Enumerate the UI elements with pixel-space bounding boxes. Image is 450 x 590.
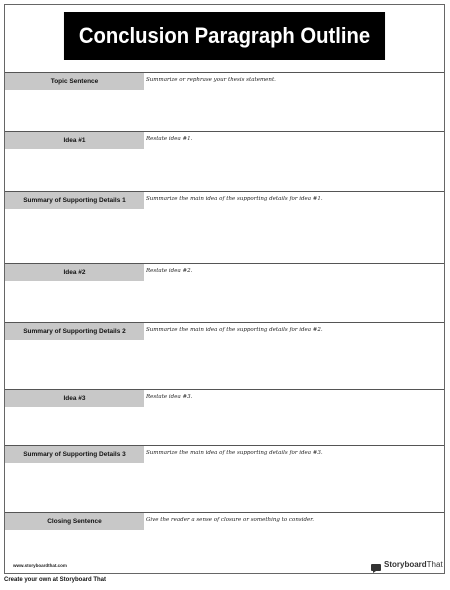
row-label: Summary of Supporting Details 3 [5, 446, 144, 463]
row-prompt[interactable]: Restate idea #2. [146, 268, 193, 274]
footer-url[interactable]: www.storyboardthat.com [13, 563, 67, 568]
row-idea-1 [5, 131, 444, 191]
row-idea-2 [5, 263, 444, 322]
row-idea-3 [5, 389, 444, 445]
row-label: Idea #1 [5, 132, 144, 149]
row-summary-2 [5, 322, 444, 389]
row-prompt[interactable]: Restate idea #3. [146, 394, 193, 400]
brand-name: StoryboardThat [384, 559, 443, 569]
row-prompt[interactable]: Summarize or rephrase your thesis statement. [146, 77, 276, 83]
row-label: Closing Sentence [5, 513, 144, 530]
page-title: Conclusion Paragraph Outline [64, 12, 385, 60]
row-prompt[interactable]: Restate idea #1. [146, 136, 193, 142]
storyboardthat-logo [371, 558, 443, 570]
row-label: Summary of Supporting Details 2 [5, 323, 144, 340]
row-prompt[interactable]: Summarize the main idea of the supporting details for idea #2. [146, 327, 323, 333]
row-label: Summary of Supporting Details 1 [5, 192, 144, 209]
row-prompt[interactable]: Summarize the main idea of the supporting details for idea #3. [146, 450, 323, 456]
storyboard-logo-icon [371, 560, 381, 569]
row-label: Topic Sentence [5, 73, 144, 90]
row-prompt[interactable]: Summarize the main idea of the supporting details for idea #1. [146, 196, 323, 202]
row-summary-3 [5, 445, 444, 512]
row-label: Idea #3 [5, 390, 144, 407]
caption[interactable]: Create your own at Storyboard That [4, 577, 107, 583]
row-label: Idea #2 [5, 264, 144, 281]
row-prompt[interactable]: Give the reader a sense of closure or something to consider. [146, 517, 314, 523]
row-summary-1 [5, 191, 444, 263]
row-topic-sentence [5, 72, 444, 131]
worksheet [4, 4, 445, 574]
row-closing-sentence [5, 512, 444, 550]
